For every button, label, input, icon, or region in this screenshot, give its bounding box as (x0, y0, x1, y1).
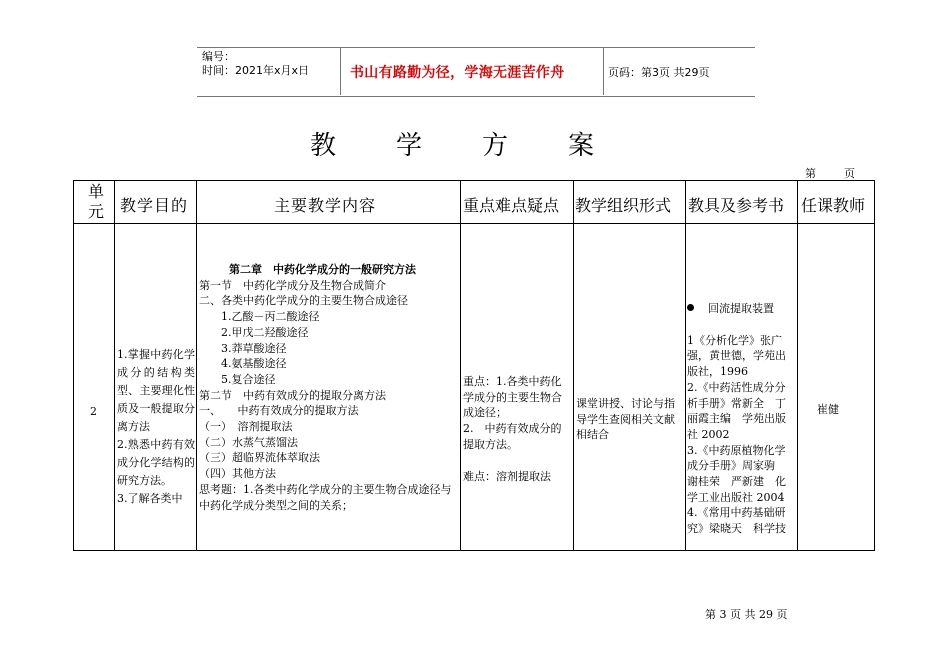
key-focus-2: 2. 中药有效成分的提取方法。 (463, 422, 562, 451)
content-line: 二、各类中药化学成分的主要生物合成途径 (199, 294, 408, 308)
page-footer: 第 3 页 共 29 页 (705, 608, 788, 621)
column-divider (797, 180, 798, 551)
header-organization: 教学组织形式 (575, 196, 672, 215)
goal-item: 2.熟悉中药有效成分化学结构的研究方法。 (117, 438, 195, 487)
content-line: 第一节 中药化学成分及生物合成简介 (199, 278, 386, 292)
column-divider (114, 180, 115, 551)
header-row-divider (73, 223, 875, 224)
header-references: 教具及参考书 (688, 196, 785, 215)
content-line: （四）其他方法 (199, 467, 276, 481)
reference-item: 1《分析化学》张广强，黄世德，学苑出版社，1996 (687, 333, 786, 379)
page-note: 第 页 (805, 167, 855, 180)
content-cell (199, 262, 459, 513)
reference-item: 4.《常用中药基础研究》梁晓天 科学技 (687, 506, 786, 536)
page-label: 页码：第3页 共29页 (608, 66, 710, 79)
number-label: 编号： (202, 50, 235, 63)
header-teacher: 任课教师 (801, 196, 866, 215)
chapter-title: 第二章 中药化学成分的一般研究方法 (229, 263, 416, 276)
header-content: 主要教学内容 (274, 196, 377, 215)
header-unit (88, 182, 104, 222)
content-line: 3.莽草酸途径 (221, 341, 287, 355)
goal-item: 3.了解各类中 (117, 492, 183, 505)
header-goals: 教学目的 (120, 196, 189, 215)
reference-item: 3.《中药原植物化学成分手册》周家驹 谢桂荣 严新建 化学工业出版社 2004 (687, 443, 786, 504)
header-unit-line1: 单 (88, 182, 106, 201)
content-line: 一、 中药有效成分的提取方法 (199, 404, 359, 418)
content-lines (199, 278, 459, 514)
content-line: 4.氨基酸途径 (221, 357, 287, 371)
unit-number: 2 (90, 405, 97, 418)
header-divider (603, 47, 604, 95)
content-line: （二）水蒸气蒸馏法 (199, 435, 298, 449)
references-cell (687, 301, 795, 550)
motto: 书山有路勤为径，学海无涯苦作舟 (350, 65, 565, 81)
key-difficulty: 难点：溶剂提取法 (463, 469, 551, 483)
header-unit-line2: 元 (88, 202, 106, 221)
column-divider (685, 180, 686, 551)
content-line: （三）超临界流体萃取法 (199, 451, 320, 465)
goal-item: 1.掌握中药化学成分的结构类型、主要理化性质及一般提取分离方法 (117, 348, 195, 433)
page-title: 教学方案 (310, 131, 655, 161)
header-key-points: 重点难点疑点 (463, 196, 560, 215)
content-line: （一） 溶剂提取法 (199, 420, 293, 434)
time-label: 时间：2021年x月x日 (202, 64, 310, 77)
reference-equipment (687, 301, 795, 317)
content-line: 1.乙酸－丙二酸途径 (221, 310, 320, 324)
key-points-cell (463, 374, 571, 484)
bullet-icon (687, 304, 694, 311)
column-divider (573, 180, 574, 551)
content-line: 第二节 中药有效成分的提取分离方法 (199, 388, 386, 402)
header-divider (340, 47, 341, 95)
reference-item: 2.《中药活性成分分析手册》常新全 丁丽霞主编 学苑出版社 2002 (687, 380, 786, 441)
equipment-label: 回流提取装置 (708, 302, 774, 315)
column-divider (460, 180, 461, 551)
content-line: 5.复合途径 (221, 372, 276, 386)
goals-cell (117, 346, 195, 549)
column-divider (196, 180, 197, 551)
organization-cell: 课堂讲授、讨论与指导学生查阅相关文献相结合 (576, 397, 675, 442)
teacher-name: 崔健 (817, 403, 839, 416)
content-line: 2.甲戊二羟酸途径 (221, 325, 309, 339)
key-focus: 重点：1.各类中药化学成分的主要生物合成途径； (463, 375, 562, 420)
content-line: 思考题：1.各类中药化学成分的主要生物合成途径与中药化学成分类型之间的关系； (199, 482, 452, 512)
